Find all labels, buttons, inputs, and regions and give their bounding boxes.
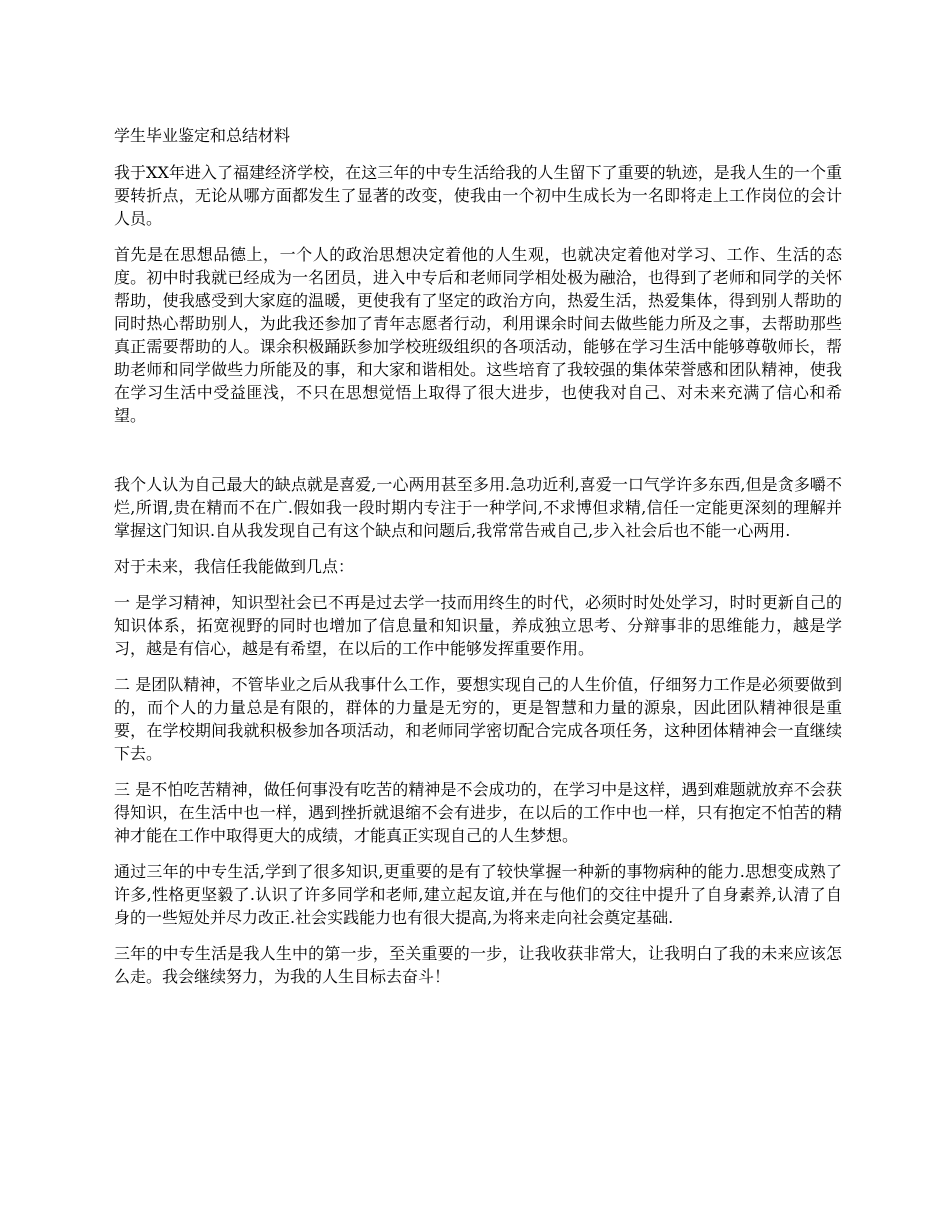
paragraph-point-learning: 一 是学习精神，知识型社会已不再是过去学一技而用终生的时代，必须时时处处学习，时时更新自己的知识体系，拓宽视野的同时也增加了信息量和知识量，养成独立思考、分辩事非的思维能力，越是学习，越是有信心，越是有希望，在以后的工作中能够发挥重要作用。 <box>114 593 842 658</box>
paragraph-summary: 通过三年的中专生活,学到了很多知识,更重要的是有了较快掌握一种新的事物病种的能力.思想变成熟了许多,性格更坚毅了.认识了许多同学和老师,建立起友谊,并在与他们的交往中提升了自身素养,认清了自身的一些短处并尽力改正.社会实践能力也有很大提高,为将来走向社会奠定基础. <box>114 862 842 927</box>
paragraph-ideology: 首先是在思想品德上，一个人的政治思想决定着他的人生观，也就决定着他对学习、工作、生活的态度。初中时我就已经成为一名团员，进入中专后和老师同学相处极为融洽，也得到了老师和同学的关怀帮助，使我感受到大家庭的温暖，更使我有了坚定的政治方向，热爱生活，热爱集体，得到别人帮助的同时热心帮助别人，为此我还参加了青年志愿者行动，利用课余时间去做些能力所及之事，去帮助那些真正需要帮助的人。课余积极踊跃参加学校班级组织的各项活动，能够在学习生活中能够尊敬师长，帮助老师和同学做些力所能及的事，和大家和谐相处。这些培育了我较强的集体荣誉感和团队精神，使我在学习生活中受益匪浅，不只在思想觉悟上取得了很大进步，也使我对自己、对未来充满了信心和希望。 <box>114 245 842 425</box>
paragraph-intro: 我于XX年进入了福建经济学校，在这三年的中专生活给我的人生留下了重要的轨迹，是我人生的一个重要转折点，无论从哪方面都发生了显著的改变，使我由一个初中生成长为一名即将走上工作岗位的会计人员。 <box>114 163 842 228</box>
paragraph-conclusion: 三年的中专生活是我人生中的第一步，至关重要的一步，让我收获非常大，让我明白了我的未来应该怎么走。我会继续努力，为我的人生目标去奋斗！ <box>114 944 842 986</box>
paragraph-point-teamwork: 二 是团队精神，不管毕业之后从我事什么工作，要想实现自己的人生价值，仔细努力工作是必须要做到的，而个人的力量总是有限的，群体的力量是无穷的，更是智慧和力量的源泉，因此团队精神很是重要，在学校期间我就积极参加各项活动，和老师同学密切配合完成各项任务，这种团体精神会一直继续下去。 <box>114 675 842 763</box>
paragraph-shortcoming: 我个人认为自己最大的缺点就是喜爱,一心两用甚至多用.急功近利,喜爱一口气学许多东西,但是贪多嚼不烂,所谓,贵在精而不在广.假如我一段时期内专注于一种学问,不求博但求精,信任一定能更深刻的理解并掌握这门知识.自从我发现自己有这个缺点和问题后,我常常告戒自己,步入社会后也不能一心两用. <box>114 475 842 540</box>
paragraph-point-hardship: 三 是不怕吃苦精神，做任何事没有吃苦的精神是不会成功的，在学习中是这样，遇到难题就放弃不会获得知识，在生活中也一样，遇到挫折就退缩不会有进步，在以后的工作中也一样，只有抱定不怕苦的精神才能在工作中取得更大的成绩，才能真正实现自己的人生梦想。 <box>114 780 842 845</box>
paragraph-future-intro: 对于未来，我信任我能做到几点： <box>114 557 355 576</box>
document-page <box>114 124 842 1001</box>
document-title: 学生毕业鉴定和总结材料 <box>114 126 291 145</box>
section-spacer <box>114 440 842 473</box>
